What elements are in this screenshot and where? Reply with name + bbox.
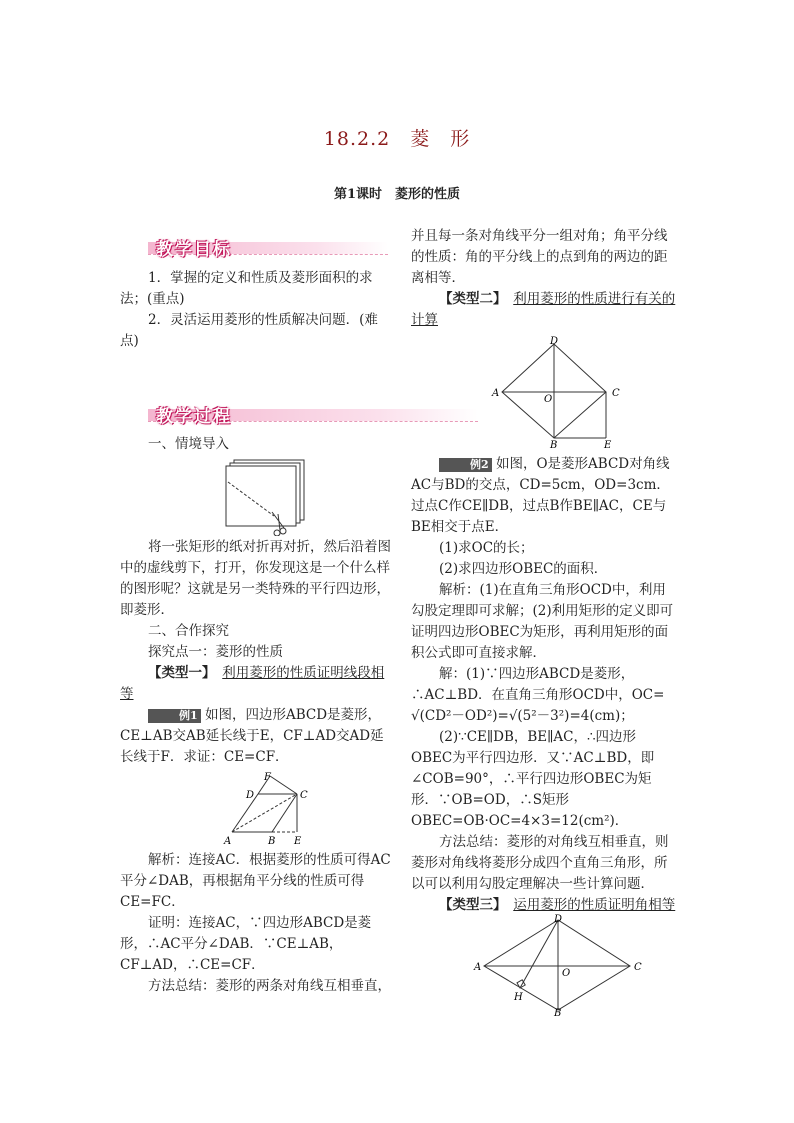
rhombus-figure-3 xyxy=(470,912,650,1016)
point-label: H xyxy=(514,992,523,1003)
example-badge: 例1 xyxy=(148,709,201,723)
method-summary-1: 方法总结：菱形的两条对角线互相垂直， xyxy=(148,978,391,994)
teaching-goals-banner xyxy=(148,235,388,259)
type2-heading xyxy=(411,289,677,331)
goal-1: 1．掌握的定义和性质及菱形面积的求法；(重点) xyxy=(120,270,373,307)
method-summary-2: 方法总结：菱形的对角线互相垂直，则菱形对角线将菱形分成四个直角三角形，所以可以利用勾股定理解决一些计算问题． xyxy=(411,834,669,892)
point-label: D xyxy=(554,914,563,925)
lesson-subtitle: 第1课时 菱形的性质 xyxy=(333,187,461,202)
type-title: 利用菱形的性质证明线段相等 xyxy=(120,665,385,702)
analysis-2: 解析：(1)在直角三角形OCD中，利用勾股定理即可求解；(2)利用矩形的定义即可证明四边形OBEC为矩形，再利用矩形的面积公式即可直接求解． xyxy=(411,582,674,661)
point-label: A xyxy=(492,388,500,399)
point-label: F xyxy=(264,772,271,783)
point-label: E xyxy=(604,440,612,450)
banner-label: 教学过程 xyxy=(156,407,232,427)
point-label: E xyxy=(294,836,302,846)
solution-formula: √(CD²－OD²)=√(5²－3²)=4(cm)； xyxy=(411,708,634,724)
point-label: D xyxy=(550,336,559,347)
page-title: 18.2.2 菱 形 xyxy=(323,128,471,150)
explore-point: 探究点一：菱形的性质 xyxy=(148,644,283,660)
banner-label: 教学目标 xyxy=(156,240,232,260)
goal-2: 2．灵活运用菱形的性质解决问题．(难点) xyxy=(120,312,378,349)
solution-part-2: (2)∵CE∥DB，BE∥AC，∴四边形OBEC为平行四边形．又∵AC⊥BD，即∠COB=90°，∴平行四边形OBEC为矩形．∵OB=OD，∴S矩形OBEC=OB·OC=4×3=12(cm²)． xyxy=(411,729,655,829)
point-label: O xyxy=(544,394,553,405)
point-label: D xyxy=(246,790,255,801)
intro-paragraph: 将一张矩形的纸对折再对折，然后沿着图中的虚线剪下，打开，你发现这是一个什么样的图形呢？这就是另一类特殊的平行四边形，即菱形． xyxy=(120,539,391,618)
example-text: 如图，四边形ABCD是菱形，CE⊥AB交AB延长线于E，CF⊥AD交AD延长线于F．求证：CE=CF． xyxy=(120,707,384,765)
type-title: 利用菱形的性质进行有关的计算 xyxy=(411,291,676,328)
point-label: C xyxy=(300,790,308,801)
analysis-1: 解析：连接AC．根据菱形的性质可得AC平分∠DAB，再根据角平分线的性质可得CE=FC． xyxy=(120,852,391,910)
section-heading: 一、情境导入 xyxy=(148,436,229,452)
example-1 xyxy=(120,705,392,768)
point-label: B xyxy=(550,440,558,450)
section-heading: 二、合作探究 xyxy=(148,623,229,639)
type1-heading xyxy=(120,663,392,705)
solution-part-1: 解：(1)∵四边形ABCD是菱形，∴AC⊥BD．在直角三角形OCD中，OC= xyxy=(411,666,665,703)
proof-1: 证明：连接AC，∵四边形ABCD是菱形，∴AC平分∠DAB．∵CE⊥AB，CF⊥AD，∴CE=CF． xyxy=(120,915,372,973)
example-badge: 例2 xyxy=(439,458,492,472)
type-title: 运用菱形的性质证明角相等 xyxy=(513,897,676,913)
point-label: B xyxy=(268,836,276,846)
rhombus-figure-2 xyxy=(486,336,626,450)
point-label: B xyxy=(554,1008,562,1016)
example-text: 如图，O是菱形ABCD对角线AC与BD的交点，CD=5cm，OD=3cm．过点C作CE∥DB，过点B作BE∥AC，CE与BE相交于点E． xyxy=(411,456,670,535)
type-tag: 【类型三】 xyxy=(439,897,500,913)
question-2: (2)求四边形OBEC的面积． xyxy=(439,561,608,577)
teaching-process-banner xyxy=(148,402,478,426)
type-tag: 【类型一】 xyxy=(148,665,209,681)
point-label: A xyxy=(224,836,232,846)
point-label: O xyxy=(562,968,571,979)
point-label: C xyxy=(612,388,620,399)
rhombus-figure-1 xyxy=(222,772,310,846)
example-2 xyxy=(411,454,677,538)
type-tag: 【类型二】 xyxy=(439,291,500,307)
method-continuation: 并且每一条对角线平分一组对角；角平分线的性质：角的平分线上的点到角的两边的距离相等． xyxy=(411,228,668,286)
point-label: C xyxy=(634,962,642,973)
paper-fold-figure xyxy=(222,454,308,536)
question-1: (1)求OC的长； xyxy=(439,540,534,556)
point-label: A xyxy=(474,962,482,973)
